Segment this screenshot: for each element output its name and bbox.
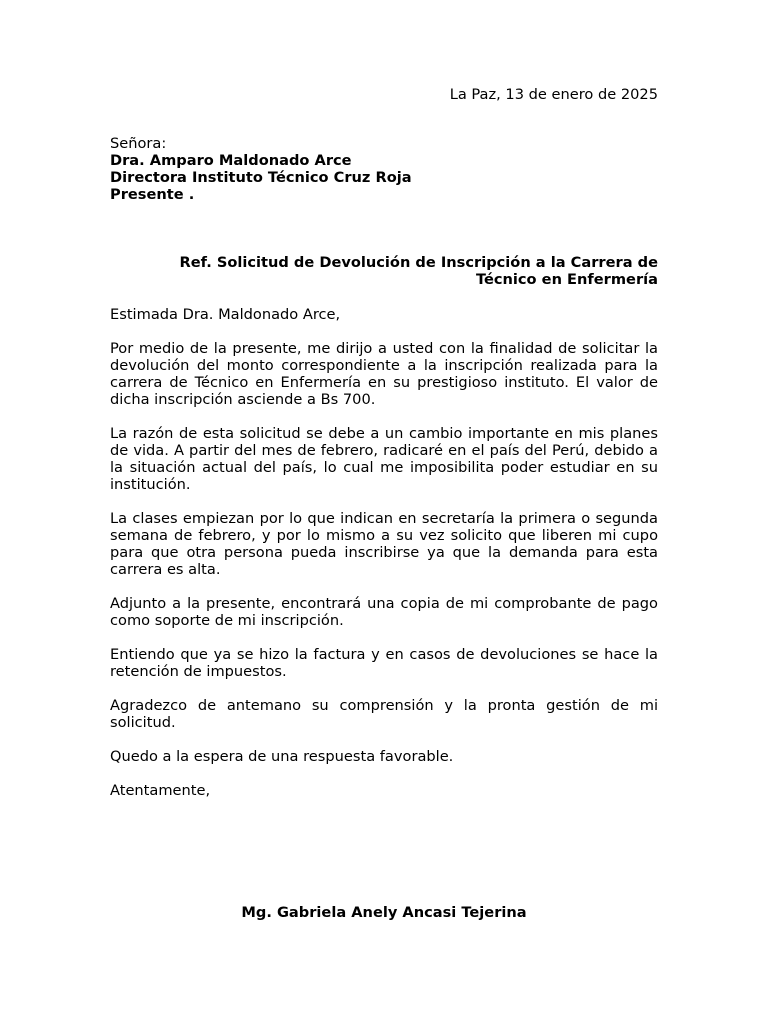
paragraph-purpose: Por medio de la presente, me dirijo a usted con la finalidad de solicitar la devolución del monto correspondiente a la inscripción realizada para la carrera de Técnico en Enfermería en su prestigioso instituto. El valor de dicha inscripción asciende a Bs 700. [110,340,658,408]
signature-name: Mg. Gabriela Anely Ancasi Tejerina [241,904,527,921]
paragraph-thanks: Agradezco de antemano su comprensión y la pronta gestión de mi solicitud. [110,697,658,731]
reference-line-1: Ref. Solicitud de Devolución de Inscripción a la Carrera de [179,254,658,271]
reference-block [110,254,658,288]
greeting: Estimada Dra. Maldonado Arce, [110,306,341,323]
presente-line: Presente . [110,186,195,203]
recipient-title: Directora Instituto Técnico Cruz Roja [110,169,412,186]
salutation-header: Señora: [110,135,167,152]
paragraph-classes: La clases empiezan por lo que indican en secretaría la primera o segunda semana de febrero, y por lo mismo a su vez solicito que liberen mi cupo para que otra persona pueda inscribirse ya que la demanda para esta carrera es alta. [110,510,658,578]
letter-body [110,306,658,816]
paragraph-reason: La razón de esta solicitud se debe a un cambio importante en mis planes de vida. A partir del mes de febrero, radicaré en el país del Perú, debido a la situación actual del país, lo cual me imposibilita poder estudiar en su institución. [110,425,658,493]
reference-line-2: Técnico en Enfermería [475,271,658,288]
date-line: La Paz, 13 de enero de 2025 [449,86,658,103]
paragraph-invoice: Entiendo que ya se hizo la factura y en casos de devoluciones se hace la retención de impuestos. [110,646,658,680]
paragraph-awaiting: Quedo a la espera de una respuesta favorable. [110,748,454,765]
addressee-block [110,135,658,203]
closing: Atentamente, [110,782,211,799]
recipient-name: Dra. Amparo Maldonado Arce [110,152,352,169]
paragraph-attachment: Adjunto a la presente, encontrará una copia de mi comprobante de pago como soporte de mi inscripción. [110,595,658,629]
